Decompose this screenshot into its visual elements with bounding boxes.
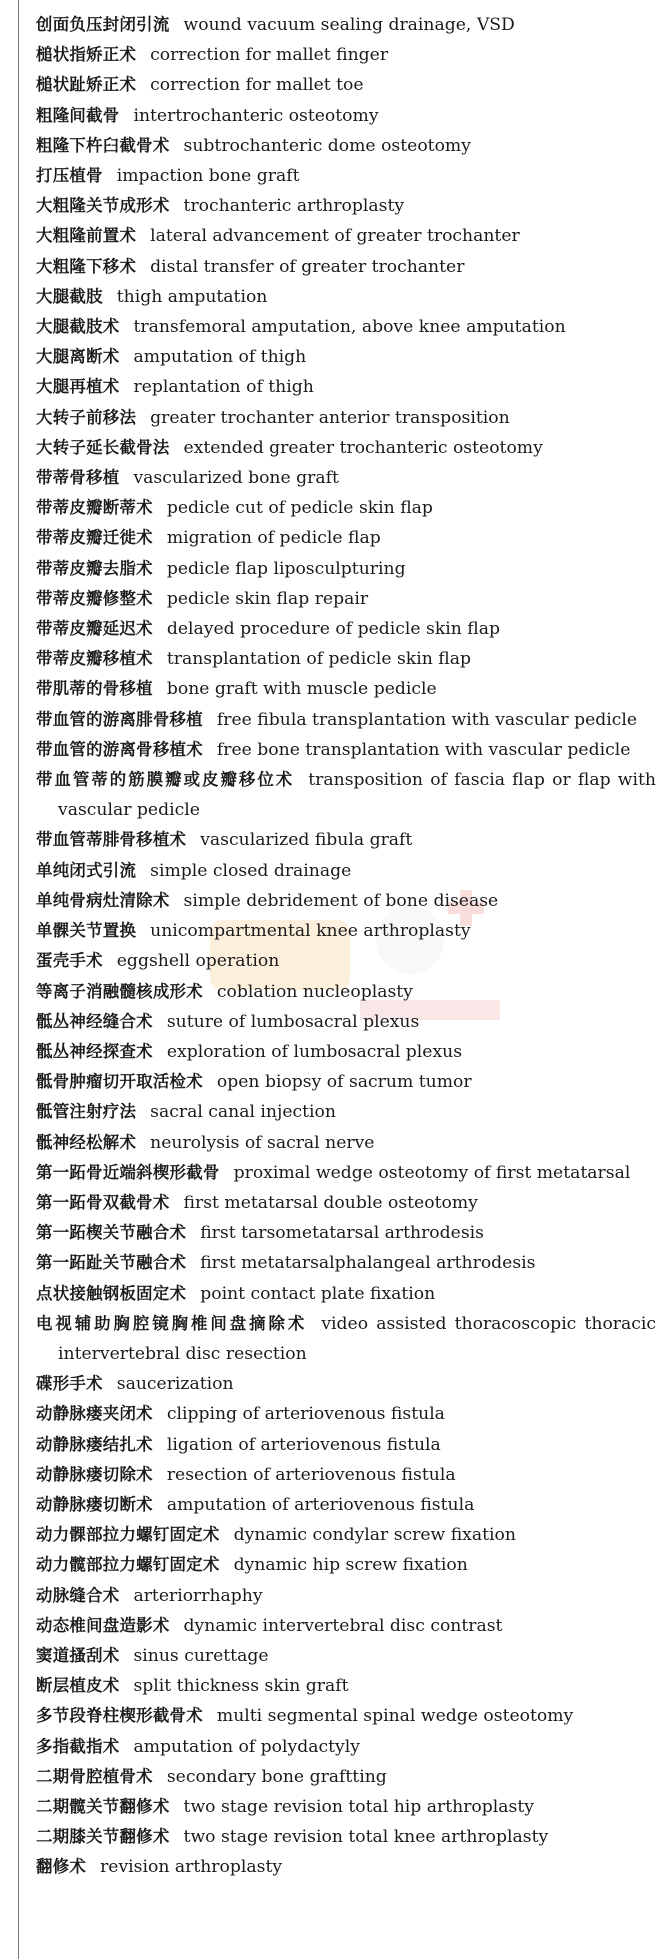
english-term: ligation of arteriovenous fistula: [166, 1434, 441, 1455]
english-term: simple closed drainage: [150, 860, 352, 881]
chinese-term: 第一跖楔关节融合术: [36, 1223, 187, 1243]
chinese-term: 骶骨肿瘤切开取活检术: [36, 1072, 203, 1092]
glossary-entry: [36, 523, 656, 553]
chinese-term: 电视辅助胸腔镜胸椎间盘摘除术: [36, 1313, 308, 1333]
chinese-term: 带蒂皮瓣断蒂术: [36, 498, 153, 518]
left-margin-rule: [18, 0, 19, 1959]
glossary-entry: [36, 1309, 656, 1369]
glossary-entry: [36, 1460, 656, 1490]
english-term: thigh amputation: [116, 286, 268, 307]
chinese-term: 多节段脊柱楔形截骨术: [36, 1706, 203, 1726]
glossary-entry: [36, 252, 656, 282]
glossary-entry: [36, 1822, 656, 1852]
glossary-entry: [36, 1762, 656, 1792]
chinese-term: 动力髋部拉力螺钉固定术: [36, 1555, 220, 1575]
glossary-entry: [36, 674, 656, 704]
english-term: sinus curettage: [133, 1645, 269, 1666]
english-term: sacral canal injection: [150, 1102, 336, 1123]
chinese-term: 骶神经松解术: [36, 1132, 137, 1152]
english-term: two stage revision total knee arthroplasty: [183, 1827, 549, 1848]
chinese-term: 点状接触钢板固定术: [36, 1283, 187, 1303]
english-term: wound vacuum sealing drainage, VSD: [183, 15, 515, 35]
english-term: simple debridement of bone disease: [183, 890, 499, 911]
english-term: multi segmental spinal wedge osteotomy: [216, 1706, 574, 1727]
english-term: first tarsometatarsal arthrodesis: [200, 1223, 484, 1244]
glossary-entry: [36, 735, 656, 765]
glossary-entry: [36, 312, 656, 342]
glossary-entry: [36, 1037, 656, 1067]
glossary-entry: [36, 1671, 656, 1701]
glossary-entry: [36, 916, 656, 946]
english-term: vascularized fibula graft: [200, 830, 413, 851]
glossary-entry: [36, 1520, 656, 1550]
english-term: extended greater trochanteric osteotomy: [183, 437, 543, 458]
english-term: distal transfer of greater trochanter: [150, 256, 465, 277]
chinese-term: 槌状指矫正术: [36, 45, 137, 65]
chinese-term: 单纯闭式引流: [36, 860, 137, 880]
chinese-term: 动态椎间盘造影术: [36, 1615, 170, 1635]
english-term: transfemoral amputation, above knee amputation: [133, 317, 566, 338]
glossary-entry: [36, 705, 656, 735]
english-term: pedicle flap liposculpturing: [166, 558, 406, 579]
chinese-term: 蛋壳手术: [36, 951, 103, 971]
english-term: intertrochanteric osteotomy: [133, 105, 379, 126]
glossary-entry: [36, 101, 656, 131]
glossary-entry: [36, 1732, 656, 1762]
chinese-term: 动静脉瘘切断术: [36, 1494, 153, 1514]
chinese-term: 二期髋关节翻修术: [36, 1796, 170, 1816]
chinese-term: 粗隆下杵臼截骨术: [36, 135, 170, 155]
chinese-term: 动脉缝合术: [36, 1585, 120, 1605]
english-term: transplantation of pedicle skin flap: [166, 649, 471, 670]
english-term: neurolysis of sacral nerve: [150, 1132, 375, 1153]
chinese-term: 大转子前移法: [36, 407, 137, 427]
chinese-term: 打压植骨: [36, 166, 103, 186]
chinese-term: 带蒂皮瓣移植术: [36, 649, 153, 669]
english-term: amputation of polydactyly: [133, 1736, 360, 1757]
english-term: coblation nucleoplasty: [216, 981, 413, 1002]
english-term: proximal wedge osteotomy of first metatarsal: [233, 1162, 631, 1183]
chinese-term: 带血管的游离腓骨移植: [36, 709, 203, 729]
english-term: trochanteric arthroplasty: [183, 196, 405, 217]
english-term: greater trochanter anterior transposition: [150, 407, 510, 428]
glossary-entry: [36, 1007, 656, 1037]
chinese-term: 第一跖趾关节融合术: [36, 1253, 187, 1273]
glossary-entry: [36, 1430, 656, 1460]
chinese-term: 单纯骨病灶清除术: [36, 890, 170, 910]
chinese-term: 带蒂皮瓣延迟术: [36, 619, 153, 639]
chinese-term: 大腿截肢: [36, 286, 103, 306]
chinese-term: 带蒂皮瓣迁徙术: [36, 528, 153, 548]
chinese-term: 带肌蒂的骨移植: [36, 679, 153, 699]
glossary-entry: [36, 221, 656, 251]
english-term: open biopsy of sacrum tumor: [216, 1072, 472, 1093]
glossary-entry: [36, 191, 656, 221]
glossary-entry: [36, 40, 656, 70]
english-term: exploration of lumbosacral plexus: [166, 1041, 463, 1062]
english-term: split thickness skin graft: [133, 1676, 349, 1697]
chinese-term: 窦道搔刮术: [36, 1645, 120, 1665]
glossary-entry: [36, 1248, 656, 1278]
glossary-entry: [36, 342, 656, 372]
chinese-term: 等离子消融髓核成形术: [36, 981, 203, 1001]
chinese-term: 断层植皮术: [36, 1676, 120, 1696]
english-term: clipping of arteriovenous fistula: [166, 1404, 445, 1425]
glossary-entry: [36, 614, 656, 644]
glossary-entry: [36, 10, 656, 40]
glossary-entry: [36, 856, 656, 886]
glossary-entry: [36, 493, 656, 523]
chinese-term: 大粗隆下移术: [36, 256, 137, 276]
english-term: impaction bone graft: [116, 166, 300, 187]
glossary-entry: [36, 1701, 656, 1731]
chinese-term: 带血管蒂的筋膜瓣或皮瓣移位术: [36, 770, 295, 790]
chinese-term: 骶丛神经缝合术: [36, 1011, 153, 1031]
english-term: video assisted thoracoscopic thoracic intervertebral disc resection: [58, 1313, 656, 1364]
chinese-term: 大腿再植术: [36, 377, 120, 397]
english-term: resection of arteriovenous fistula: [166, 1464, 456, 1485]
english-term: subtrochanteric dome osteotomy: [183, 135, 471, 156]
glossary-entry: [36, 372, 656, 402]
english-term: pedicle cut of pedicle skin flap: [166, 498, 433, 519]
glossary-entry: [36, 161, 656, 191]
glossary-entry: [36, 282, 656, 312]
glossary-entry: [36, 1490, 656, 1520]
chinese-term: 动静脉瘘结扎术: [36, 1434, 153, 1454]
chinese-term: 大腿截肢术: [36, 317, 120, 337]
chinese-term: 带血管蒂腓骨移植术: [36, 830, 187, 850]
glossary-entry: [36, 1852, 656, 1882]
chinese-term: 带蒂皮瓣修整术: [36, 588, 153, 608]
chinese-term: 二期膝关节翻修术: [36, 1827, 170, 1847]
glossary-entry: [36, 1581, 656, 1611]
glossary-entry: [36, 1792, 656, 1822]
glossary-entry: [36, 1067, 656, 1097]
chinese-term: 二期骨腔植骨术: [36, 1766, 153, 1786]
english-term: arteriorrhaphy: [133, 1585, 263, 1606]
chinese-term: 动静脉瘘切除术: [36, 1464, 153, 1484]
chinese-term: 大粗隆前置术: [36, 226, 137, 246]
english-term: correction for mallet finger: [150, 45, 389, 66]
glossary-entry: [36, 1641, 656, 1671]
chinese-term: 带蒂皮瓣去脂术: [36, 558, 153, 578]
english-term: replantation of thigh: [133, 377, 314, 398]
chinese-term: 大粗隆关节成形术: [36, 196, 170, 216]
glossary-entry: [36, 433, 656, 463]
glossary-entry-list: [36, 10, 656, 1883]
chinese-term: 骶管注射疗法: [36, 1102, 137, 1122]
glossary-entry: [36, 825, 656, 855]
chinese-term: 第一跖骨近端斜楔形截骨: [36, 1162, 220, 1182]
english-term: saucerization: [116, 1374, 234, 1395]
english-term: transposition of fascia flap or flap with vascular pedicle: [58, 770, 656, 821]
english-term: first metatarsal double osteotomy: [183, 1192, 478, 1213]
glossary-entry: [36, 1158, 656, 1188]
english-term: amputation of thigh: [133, 347, 307, 368]
english-term: dynamic condylar screw fixation: [233, 1525, 516, 1546]
chinese-term: 带蒂骨移植: [36, 468, 120, 488]
glossary-entry: [36, 1128, 656, 1158]
glossary-entry: [36, 1279, 656, 1309]
chinese-term: 翻修术: [36, 1857, 87, 1877]
english-term: free bone transplantation with vascular pedicle: [216, 739, 631, 760]
glossary-entry: [36, 1399, 656, 1429]
chinese-term: 创面负压封闭引流: [36, 15, 170, 34]
glossary-entry: [36, 1218, 656, 1248]
english-term: migration of pedicle flap: [166, 528, 381, 549]
english-term: dynamic intervertebral disc contrast: [183, 1615, 503, 1636]
chinese-term: 单髁关节置换: [36, 921, 137, 941]
english-term: vascularized bone graft: [133, 468, 339, 489]
glossary-entry: [36, 644, 656, 674]
glossary-entry: [36, 463, 656, 493]
chinese-term: 大腿离断术: [36, 347, 120, 367]
glossary-entry: [36, 946, 656, 976]
english-term: unicompartmental knee arthroplasty: [150, 921, 471, 942]
chinese-term: 粗隆间截骨: [36, 105, 120, 125]
glossary-entry: [36, 1097, 656, 1127]
english-term: two stage revision total hip arthroplasty: [183, 1796, 534, 1817]
english-term: revision arthroplasty: [100, 1857, 283, 1878]
english-term: eggshell operation: [116, 951, 280, 972]
chinese-term: 碟形手术: [36, 1374, 103, 1394]
glossary-entry: [36, 1550, 656, 1580]
english-term: correction for mallet toe: [150, 75, 364, 96]
english-term: first metatarsalphalangeal arthrodesis: [200, 1253, 536, 1274]
glossary-entry: [36, 765, 656, 825]
english-term: delayed procedure of pedicle skin flap: [166, 619, 500, 640]
glossary-entry: [36, 1611, 656, 1641]
chinese-term: 第一跖骨双截骨术: [36, 1192, 170, 1212]
glossary-entry: [36, 1188, 656, 1218]
chinese-term: 动静脉瘘夹闭术: [36, 1404, 153, 1424]
english-term: bone graft with muscle pedicle: [166, 679, 437, 700]
chinese-term: 大转子延长截骨法: [36, 437, 170, 457]
glossary-entry: [36, 70, 656, 100]
chinese-term: 多指截指术: [36, 1736, 120, 1756]
glossary-entry: [36, 584, 656, 614]
chinese-term: 骶丛神经探查术: [36, 1041, 153, 1061]
english-term: amputation of arteriovenous fistula: [166, 1494, 475, 1515]
chinese-term: 槌状趾矫正术: [36, 75, 137, 95]
chinese-term: 动力髁部拉力螺钉固定术: [36, 1525, 220, 1545]
chinese-term: 带血管的游离骨移植术: [36, 739, 203, 759]
english-term: point contact plate fixation: [200, 1283, 436, 1304]
glossary-entry: [36, 886, 656, 916]
glossary-entry: [36, 403, 656, 433]
glossary-entry: [36, 554, 656, 584]
english-term: pedicle skin flap repair: [166, 588, 369, 609]
english-term: secondary bone graftting: [166, 1766, 387, 1787]
english-term: suture of lumbosacral plexus: [166, 1011, 420, 1032]
english-term: dynamic hip screw fixation: [233, 1555, 468, 1576]
glossary-entry: [36, 1369, 656, 1399]
english-term: free fibula transplantation with vascular pedicle: [216, 709, 638, 730]
glossary-entry: [36, 977, 656, 1007]
glossary-entry: [36, 131, 656, 161]
english-term: lateral advancement of greater trochanter: [150, 226, 520, 247]
